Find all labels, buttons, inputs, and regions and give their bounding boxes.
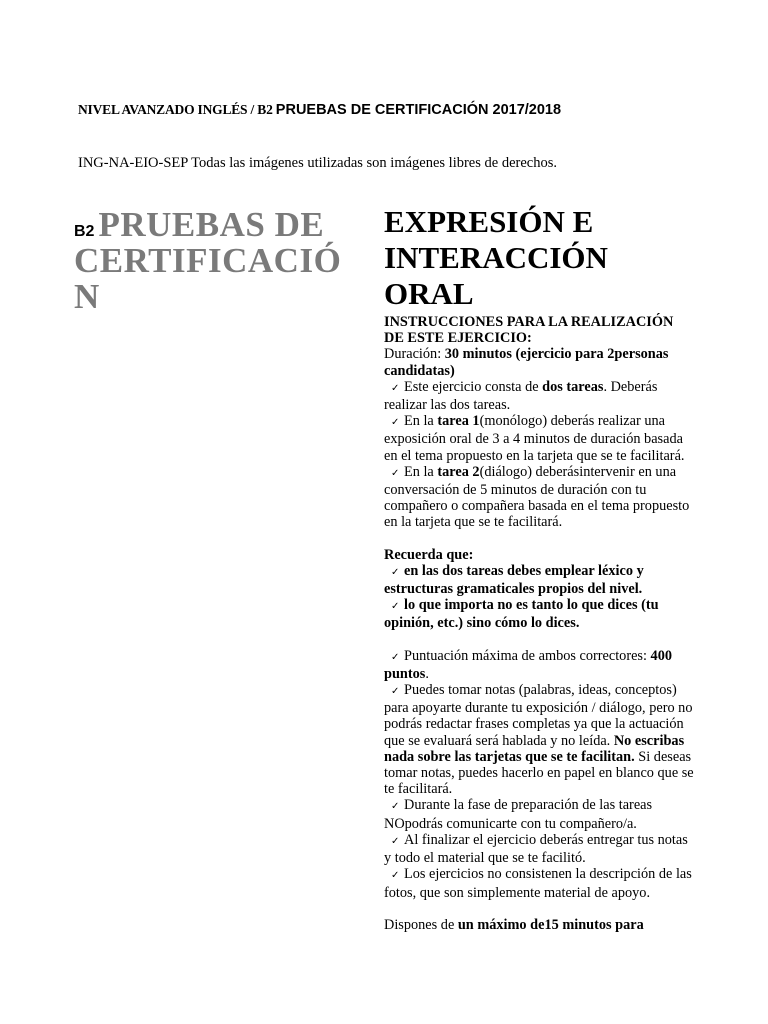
- bullet-text: Puedes tomar notas (palabras, ideas, conceptos) para apoyarte durante tu exposición / diálogo, pero no podrás redactar frases completas ya que la actuación que se evaluará será hablada y no leída.: [384, 682, 693, 749]
- check-icon: ✓: [391, 566, 400, 578]
- spacer: [384, 632, 694, 648]
- bullet-text: Al finalizar el ejercicio deberás entregar tus notas y todo el material que se te facilitó.: [384, 831, 688, 867]
- bullet-item: [384, 682, 694, 797]
- section-title-line-1: EXPRESIÓN E: [384, 204, 594, 239]
- check-icon: ✓: [391, 601, 400, 613]
- spacer: [384, 531, 694, 547]
- bullet-text: Durante la fase de preparación de las tareas NOpodrás comunicarte con tu compañero/a.: [384, 797, 653, 832]
- duration: [384, 346, 694, 378]
- bullet-text: Puntuación máxima de ambos correctores:: [404, 647, 651, 664]
- header-exam: PRUEBAS DE CERTIFICACIÓN 2017/2018: [275, 102, 562, 118]
- bullet-text: En la: [404, 463, 438, 480]
- bullet-bold: en las dos tareas debes emplear léxico y estructuras gramaticales propios del nivel.: [384, 562, 644, 598]
- closing-text: Dispones de: [384, 916, 458, 933]
- section-title-line-2: INTERACCIÓN: [384, 240, 608, 275]
- bullet-text: .: [425, 665, 429, 682]
- bullet-item: [384, 379, 694, 413]
- bullet-item: [384, 648, 694, 682]
- bullet-text: (monólogo) deberás realizar una exposición oral de 3 a 4 minutos de duración basada en el tema propuesto en la tarjeta que se te facilitará.: [384, 413, 685, 464]
- bullet-item: [384, 563, 694, 597]
- bullet-bold: dos tareas: [542, 378, 604, 395]
- check-icon: ✓: [391, 686, 400, 698]
- remember-heading: Recuerda que:: [384, 546, 474, 563]
- check-icon: ✓: [391, 382, 400, 394]
- bullet-bold: lo que importa no es tanto lo que dices (tu opinión, etc.) sino cómo lo dices.: [384, 597, 659, 632]
- bullet-bold: 400 puntos: [384, 647, 672, 682]
- check-icon: ✓: [391, 801, 400, 813]
- bullet-text: Este ejercicio consta de: [404, 378, 543, 395]
- duration-label: Duración:: [384, 346, 445, 363]
- level-badge: B2: [74, 223, 95, 240]
- bullet-item: [384, 413, 694, 464]
- bullet-bold: tarea 1: [437, 413, 480, 430]
- bullet-text: Los ejercicios no consistenen la descripción de las fotos, que son simplemente material de apoyo.: [384, 866, 692, 901]
- title-line-2: CERTIFICACIÓ: [74, 241, 342, 280]
- bullet-text: En la: [404, 413, 438, 430]
- bullet-text: . Deberás realizar las dos tareas.: [384, 378, 658, 414]
- document-header: [78, 102, 561, 119]
- closing-bold: un máximo de15 minutos para: [457, 916, 644, 933]
- bullet-item: [384, 464, 694, 531]
- document-subline: ING-NA-EIO-SEP Todas las imágenes utilizadas son imágenes libres de derechos.: [78, 155, 557, 171]
- title-line-1: PRUEBAS DE: [98, 205, 325, 244]
- header-level: NIVEL AVANZADO INGLÉS / B2: [78, 102, 276, 117]
- section-title-line-3: ORAL: [384, 276, 474, 311]
- bullet-item: [384, 866, 694, 900]
- closing-line: [384, 917, 694, 933]
- check-icon: ✓: [391, 835, 400, 847]
- check-icon: ✓: [391, 467, 400, 479]
- section-title: [384, 204, 694, 312]
- bullet-text: Si deseas tomar notas, puedes hacerlo en papel en blanco que se te facilitará.: [384, 748, 694, 798]
- title-line-3: N: [74, 277, 100, 316]
- spacer: [384, 901, 694, 917]
- check-icon: ✓: [391, 651, 400, 663]
- instructions-heading: INSTRUCCIONES PARA LA REALIZACIÓN DE ESTE EJERCICIO:: [384, 314, 674, 347]
- bullet-text: (diálogo) deberásintervenir en una conversación de 5 minutos de duración con tu compañero o compañera basada en el tema propuesto en la tarjeta que se te facilitará.: [384, 463, 690, 531]
- check-icon: ✓: [391, 870, 400, 882]
- bullet-item: [384, 832, 694, 866]
- left-title: [74, 207, 374, 315]
- duration-value: 30 minutos (ejercicio para 2personas candidatas): [384, 346, 669, 379]
- bullet-item: [384, 597, 694, 631]
- bullet-bold: No escribas nada sobre las tarjetas que se te facilitan.: [384, 732, 685, 765]
- check-icon: ✓: [391, 417, 400, 429]
- instructions-column: [384, 204, 694, 933]
- bullet-bold: tarea 2: [437, 463, 480, 480]
- bullet-item: [384, 797, 694, 831]
